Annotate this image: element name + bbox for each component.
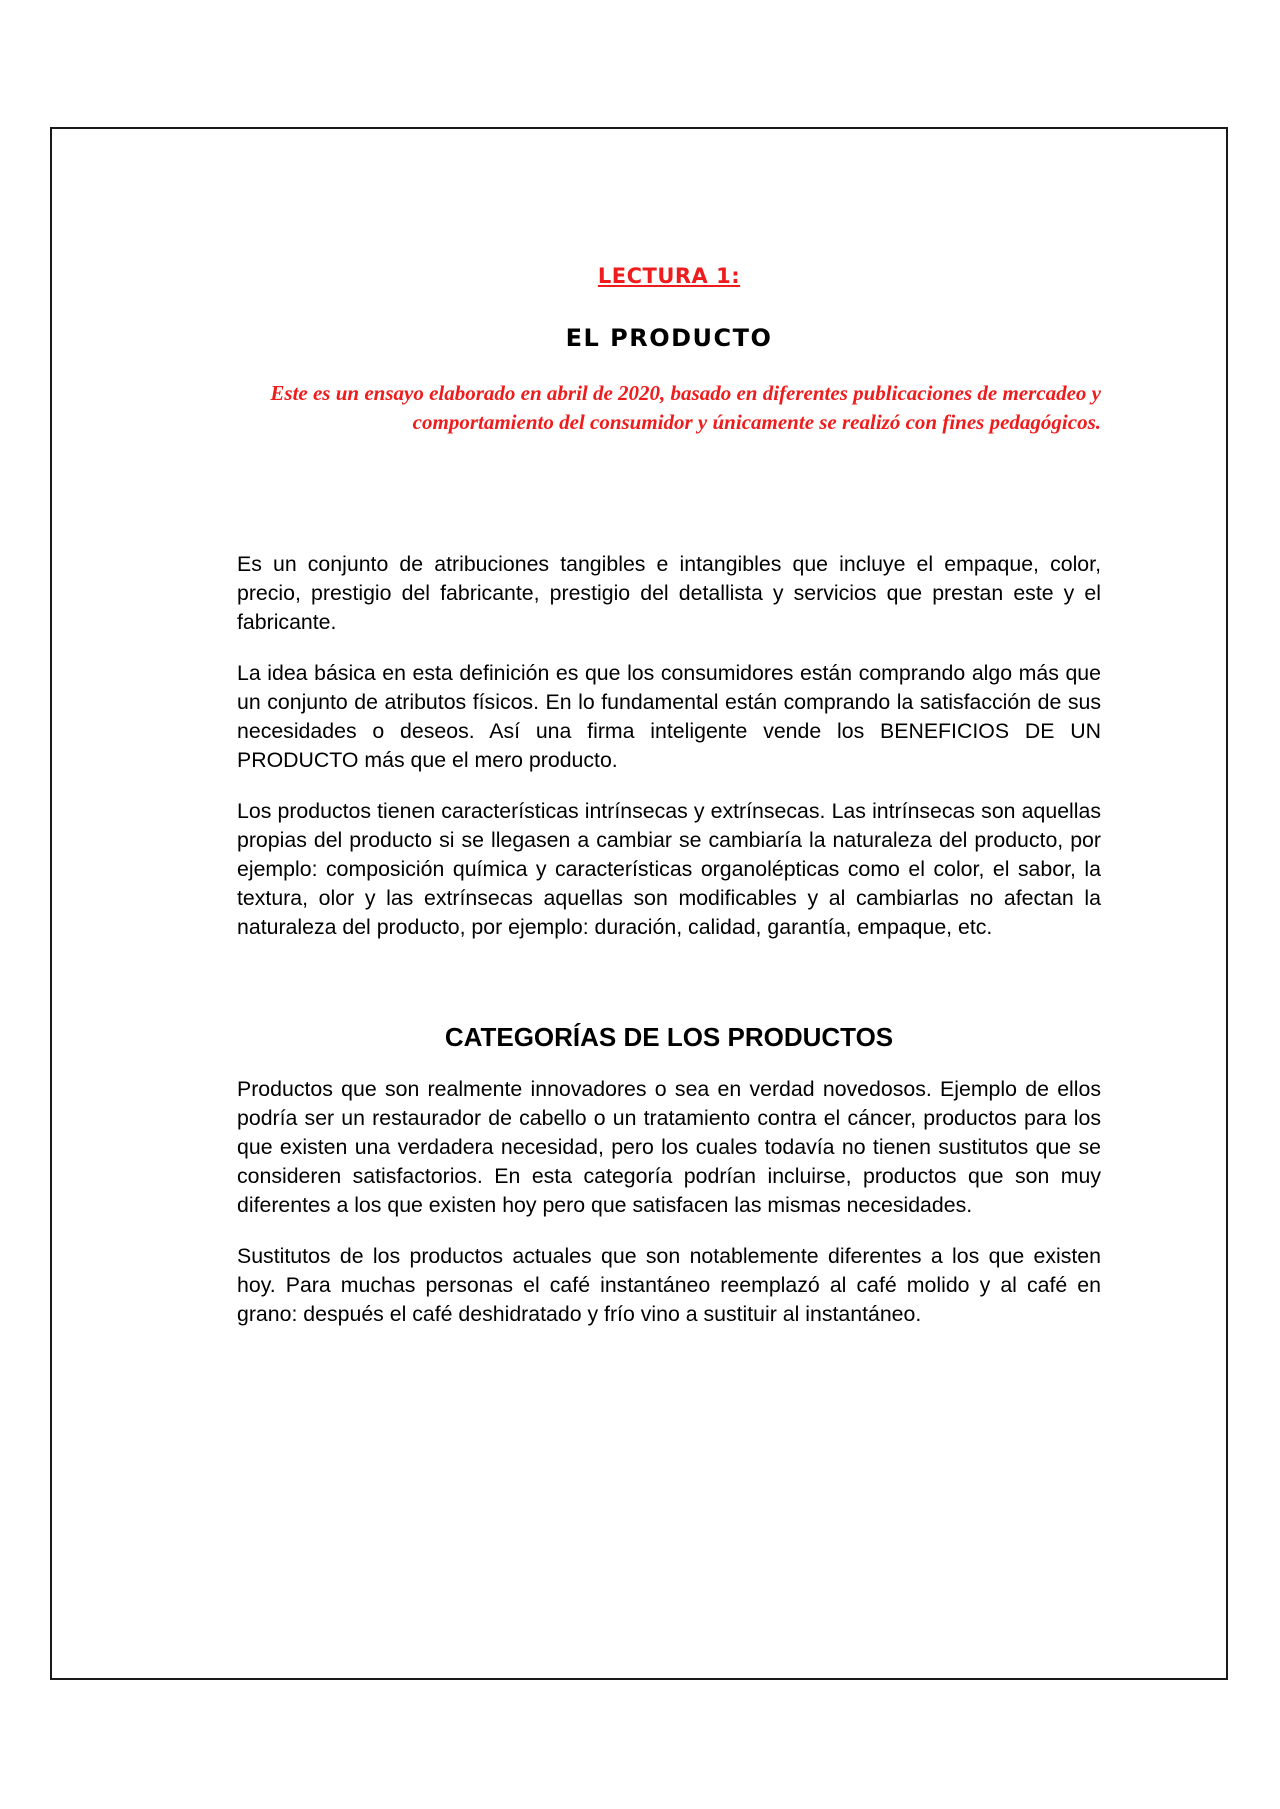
lectura-label: LECTURA 1: <box>597 264 741 288</box>
paragraph-definition: Es un conjunto de atribuciones tangibles e intangibles que incluye el empaque, color, precio, prestigio del fabricante, prestigio del detallista y servicios que prestan este y el fabricante. <box>237 552 1101 634</box>
paragraph-innovative-products: Productos que son realmente innovadores o sea en verdad novedosos. Ejemplo de ellos podría ser un restaurador de cabello o un tratamiento contra el cáncer, productos para los que existen una verdadera necesidad, pero los cuales todavía no tienen sustitutos que se consideren satisfactorios. En esta categoría podrían incluirse, productos que son muy diferentes a los que existen hoy pero que satisfacen las mismas necesidades. <box>237 1077 1101 1217</box>
paragraph-basic-idea: La idea básica en esta definición es que los consumidores están comprando algo más que un conjunto de atributos físicos. En lo fundamental están comprando la satisfacción de sus necesidades o deseos. Así una firma inteligente vende los BENEFICIOS DE UN PRODUCTO más que el mero producto. <box>237 661 1101 772</box>
section-title-categories: CATEGORÍAS DE LOS PRODUCTOS <box>444 1022 894 1052</box>
document-title: EL PRODUCTO <box>565 324 773 352</box>
document-subtitle: Este es un ensayo elaborado en abril de 2020, basado en diferentes publicaciones de mercadeo y comportamiento del consumidor y únicamente se realizó con fines pedagógicos. <box>270 381 1101 434</box>
paragraph-characteristics: Los productos tienen características intrínsecas y extrínsecas. Las intrínsecas son aquellas propias del producto si se llegasen a cambiar se cambiaría la naturaleza del producto, por ejemplo: composición química y características organolépticas como el color, el sabor, la textura, olor y las extrínsecas aquellas son modificables y al cambiarlas no afectan la naturaleza del producto, por ejemplo: duración, calidad, garantía, empaque, etc. <box>237 799 1101 939</box>
paragraph-substitutes: Sustitutos de los productos actuales que son notablemente diferentes a los que existen hoy. Para muchas personas el café instantáneo reemplazó al café molido y al café en grano: después el café deshidratado y frío vino a sustituir al instantáneo. <box>237 1244 1101 1326</box>
document-body <box>237 263 1101 1351</box>
